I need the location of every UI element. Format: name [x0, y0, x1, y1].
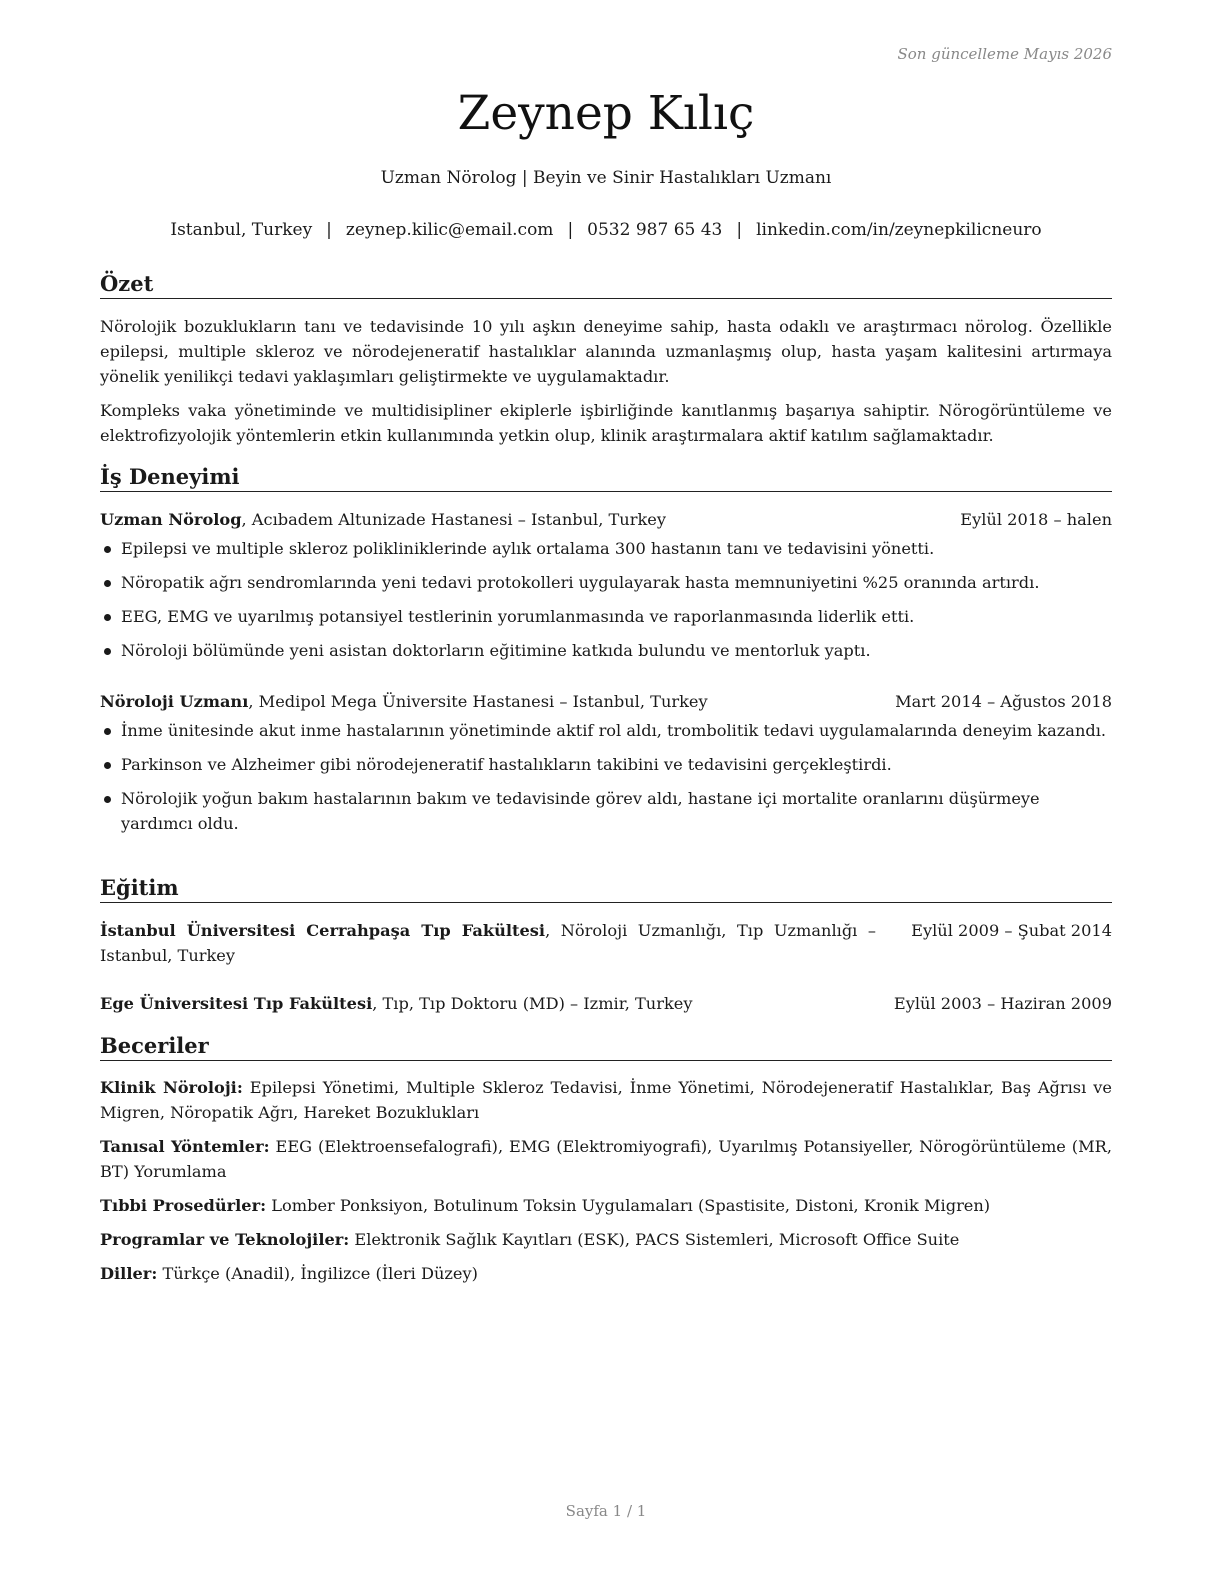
job-role: Nöroloji Uzmanı — [100, 692, 249, 711]
job-header — [100, 507, 1112, 532]
education-detail: , Tıp, Tıp Doktoru (MD) – Izmir, Turkey — [372, 994, 693, 1013]
contact-separator: | — [567, 220, 574, 240]
summary-paragraph: Kompleks vaka yönetiminde ve multidisipliner ekiplerle işbirliğinde kanıtlanmış başarıya sahiptir. Nörogörüntüleme ve elektrofizyolojik yöntemlerin etkin kullanımında yetkin olup, klinik araştırmalara aktif katılım sağlamaktadır. — [100, 401, 1112, 445]
section-title-experience: İş Deneyimi — [100, 464, 1112, 492]
contact-separator: | — [736, 220, 743, 240]
contact-location: Istanbul, Turkey — [170, 220, 313, 240]
section-title-summary: Özet — [100, 271, 1112, 299]
education-entry — [100, 991, 1112, 1016]
job-place: , Medipol Mega Üniversite Hastanesi – Istanbul, Turkey — [248, 692, 708, 711]
education-date: Eylül 2003 – Haziran 2009 — [893, 994, 1112, 1013]
skill-text: Türkçe (Anadil), İngilizce (İleri Düzey) — [157, 1264, 478, 1283]
job-place: , Acıbadem Altunizade Hastanesi – Istanbul, Turkey — [241, 510, 666, 529]
section-title-skills: Beceriler — [100, 1033, 1112, 1061]
education-entry — [100, 918, 1112, 968]
skill-row — [100, 1075, 1112, 1125]
skill-text: Elektronik Sağlık Kayıtları (ESK), PACS Sistemleri, Microsoft Office Suite — [349, 1230, 960, 1249]
education-school: İstanbul Üniversitesi Cerrahpaşa Tıp Fakültesi — [100, 921, 546, 940]
last-updated: Son güncelleme Mayıs 2026 — [897, 45, 1112, 63]
skill-row — [100, 1261, 1112, 1286]
resume-page — [100, 0, 1112, 1584]
job-bullet: EEG, EMG ve uyarılmış potansiyel testlerinin yorumlanmasında ve raporlanmasında liderlik etti. — [100, 604, 1112, 629]
contact-separator: | — [326, 220, 332, 240]
job-bullet: İnme ünitesinde akut inme hastalarının yönetiminde aktif rol aldı, trombolitik tedavi uygulamalarında deneyim kazandı. — [100, 718, 1112, 743]
job-date: Eylül 2018 – halen — [960, 510, 1112, 529]
skill-label: Programlar ve Teknolojiler: — [100, 1230, 350, 1249]
job-role: Uzman Nörolog — [100, 510, 242, 529]
job-bullet: Parkinson ve Alzheimer gibi nörodejeneratif hastalıkların takibini ve tedavisini gerçekleştirdi. — [100, 752, 1112, 777]
experience-section — [100, 507, 1112, 845]
contact-line — [100, 220, 1112, 240]
skill-label: Diller: — [100, 1264, 158, 1283]
candidate-name: Zeynep Kılıç — [457, 86, 755, 141]
skill-row — [100, 1134, 1112, 1184]
skill-text: Epilepsi Yönetimi, Multiple Skleroz Tedavisi, İnme Yönetimi, Nörodejeneratif Hastalıklar, Baş Ağrısı ve Migren, Nöropatik Ağrı, Hareket Bozuklukları — [100, 1078, 1112, 1122]
summary-paragraph: Nörolojik bozuklukların tanı ve tedavisinde 10 yılı aşkın deneyime sahip, hasta odaklı ve araştırmacı nörolog. Özellikle epilepsi, multiple skleroz ve nörodejeneratif hastalıklar alanında uzmanlaşmış olup, hasta yaşam kalitesini artırmaya yönelik yenilikçi tedavi yaklaşımları geliştirmekte ve uygulamaktadır. — [100, 317, 1112, 386]
skill-row — [100, 1193, 1112, 1218]
job-bullet: Nöroloji bölümünde yeni asistan doktorların eğitimine katkıda bulundu ve mentorluk yaptı. — [100, 638, 1112, 663]
skill-label: Klinik Nöroloji: — [100, 1078, 243, 1097]
section-title-education: Eğitim — [100, 875, 1112, 903]
summary-section — [100, 314, 1112, 457]
education-date: Eylül 2009 – Şubat 2014 — [911, 921, 1112, 940]
job-bullet: Nörolojik yoğun bakım hastalarının bakım ve tedavisinde görev aldı, hastane içi mortalite oranlarını düşürmeye yardımcı oldu. — [100, 786, 1112, 836]
education-detail: , Nöroloji Uzmanlığı, Tıp Uzmanlığı – Istanbul, Turkey — [100, 921, 876, 965]
skill-label: Tanısal Yöntemler: — [100, 1137, 270, 1156]
contact-email[interactable]: zeynep.kilic@email.com — [345, 220, 554, 240]
contact-phone[interactable]: 0532 987 65 43 — [587, 220, 723, 240]
contact-linkedin[interactable]: linkedin.com/in/zeynepkilicneuro — [756, 220, 1042, 240]
job-entry — [100, 507, 1112, 663]
job-header — [100, 689, 1112, 714]
skill-row — [100, 1227, 1112, 1252]
job-entry — [100, 689, 1112, 836]
job-bullet: Nöropatik ağrı sendromlarında yeni tedavi protokolleri uygulayarak hasta memnuniyetini %25 oranında artırdı. — [100, 570, 1112, 595]
job-date: Mart 2014 – Ağustos 2018 — [895, 692, 1112, 711]
skill-label: Tıbbi Prosedürler: — [100, 1196, 267, 1215]
skill-text: Lomber Ponksiyon, Botulinum Toksin Uygulamaları (Spastisite, Distoni, Kronik Migren) — [266, 1196, 991, 1215]
skills-section — [100, 1075, 1112, 1295]
skill-text: EEG (Elektroensefalografi), EMG (Elektromiyografi), Uyarılmış Potansiyeller, Nörogörüntüleme (MR, BT) Yorumlama — [100, 1137, 1112, 1181]
candidate-subtitle: Uzman Nörolog | Beyin ve Sinir Hastalıkları Uzmanı — [380, 168, 832, 188]
job-bullet: Epilepsi ve multiple skleroz polikliniklerinde aylık ortalama 300 hastanın tanı ve tedavisini yönetti. — [100, 536, 1112, 561]
education-section — [100, 918, 1112, 1016]
education-school: Ege Üniversitesi Tıp Fakültesi — [100, 994, 373, 1013]
page-number: Sayfa 1 / 1 — [565, 1502, 647, 1520]
